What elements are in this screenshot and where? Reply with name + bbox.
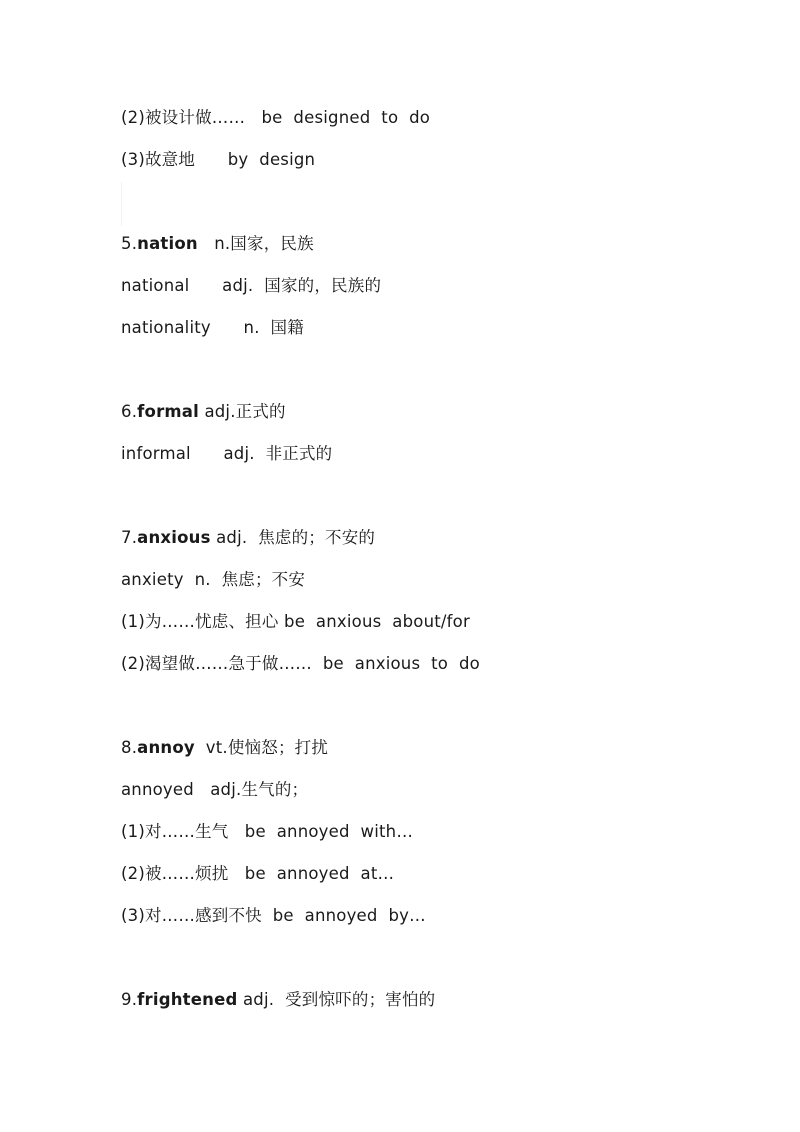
definition: adj.正式的 <box>199 402 286 421</box>
phrase-by-design: (3)故意地 by design <box>121 150 316 169</box>
headword: formal <box>137 402 199 421</box>
headword: frightened <box>137 990 238 1009</box>
headword: anxious <box>137 528 211 547</box>
entry-number: 8. <box>121 738 138 757</box>
entry-annoy <box>121 737 328 759</box>
headword: annoy <box>137 738 195 757</box>
headword: nation <box>137 234 198 253</box>
margin-mark <box>121 182 122 226</box>
phrase-annoyed-with: (1)对……生气 be annoyed with… <box>121 822 414 841</box>
entry-formal <box>121 401 286 423</box>
definition: adj. 焦虑的；不安的 <box>210 528 376 547</box>
entry-anxious <box>121 527 375 549</box>
phrase-anxious-about: (1)为……忧虑、担心 be anxious about/for <box>121 612 470 631</box>
entry-frightened <box>121 989 435 1011</box>
entry-number: 5. <box>121 234 138 253</box>
definition: n.国家，民族 <box>197 234 314 253</box>
phrase-anxious-to-do: (2)渴望做……急于做…… be anxious to do <box>121 654 480 673</box>
phrase-annoyed-by: (3)对……感到不快 be annoyed by… <box>121 906 426 925</box>
entry-number: 9. <box>121 990 138 1009</box>
derivative-anxiety: anxiety n. 焦虑；不安 <box>121 570 306 589</box>
entry-number: 6. <box>121 402 138 421</box>
definition: vt.使恼怒；打扰 <box>194 738 329 757</box>
definition: adj. 受到惊吓的；害怕的 <box>237 990 436 1009</box>
phrase-annoyed-at: (2)被……烦扰 be annoyed at… <box>121 864 395 883</box>
derivative-annoyed: annoyed adj.生气的； <box>121 780 309 799</box>
phrase-designed-to-do: (2)被设计做…… be designed to do <box>121 108 431 127</box>
derivative-national: national adj. 国家的，民族的 <box>121 276 382 295</box>
derivative-informal: informal adj. 非正式的 <box>121 444 333 463</box>
entry-nation <box>121 233 314 255</box>
derivative-nationality: nationality n. 国籍 <box>121 318 304 337</box>
entry-number: 7. <box>121 528 138 547</box>
